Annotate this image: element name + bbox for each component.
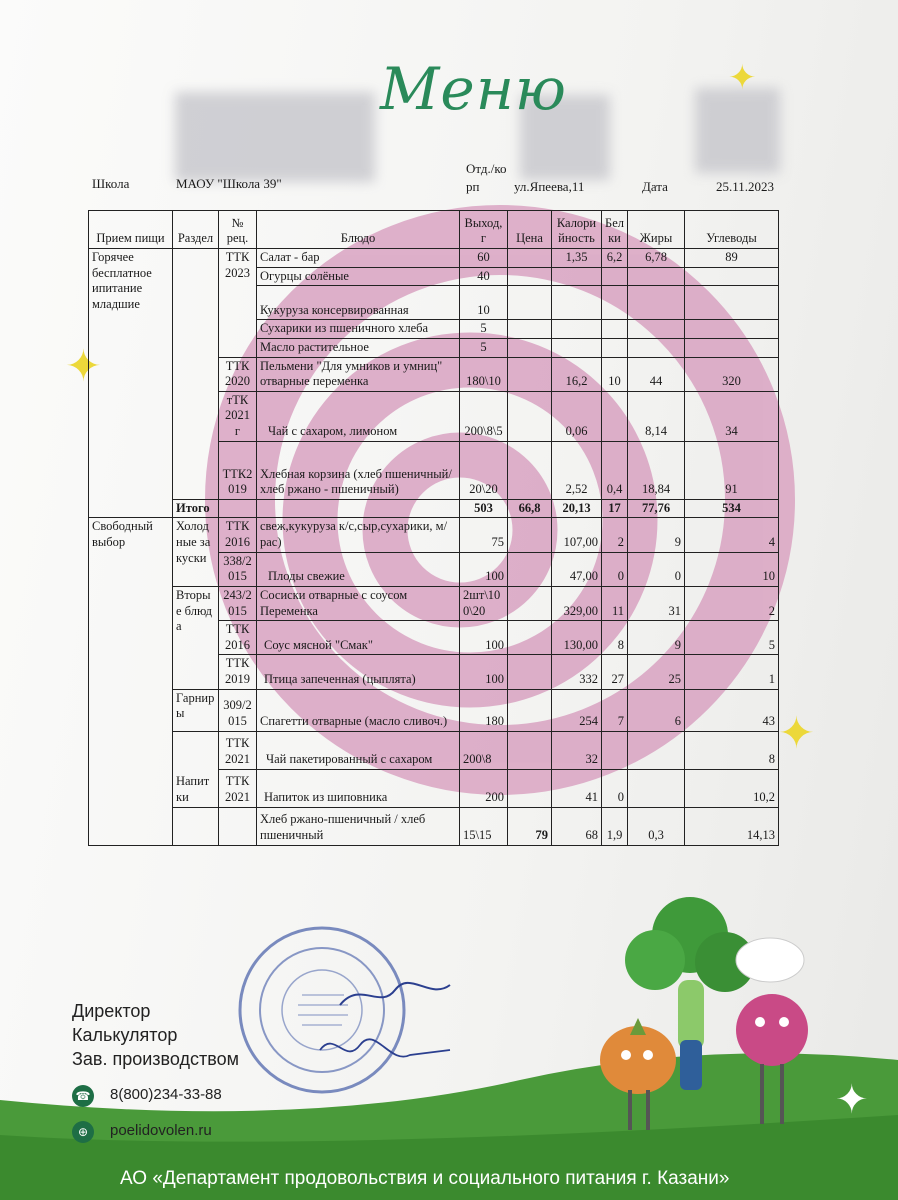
- carbs-cell: 91: [685, 441, 779, 499]
- dish-cell: [257, 621, 460, 655]
- recipe-cell: ТТК 2016: [219, 621, 257, 655]
- price-cell: [508, 518, 552, 552]
- dish-cell: [257, 731, 460, 769]
- protein-cell: 7: [602, 689, 628, 731]
- dish-name: Птица запеченная (цыплята): [264, 672, 416, 686]
- dish-name: Соус мясной "Смак": [264, 637, 373, 652]
- recipe-cell: 338/2 015: [219, 552, 257, 586]
- yield-cell: 5: [460, 320, 508, 339]
- yield-cell: 20\20: [460, 441, 508, 499]
- price-cell: 79: [508, 807, 552, 845]
- yield-cell: 100: [460, 655, 508, 689]
- dish-cell: Хлебная корзина (хлеб пшеничный/хлеб ржано - пшеничный): [257, 441, 460, 499]
- table-row: [89, 807, 779, 845]
- yield-cell: 2шт\10 0\20: [460, 586, 508, 620]
- calories-cell: 254: [552, 689, 602, 731]
- dish-name: Плоды свежие: [268, 569, 345, 584]
- yield-cell: 15\15: [460, 807, 508, 845]
- col-calories: Калорийность: [552, 211, 602, 249]
- recipe-cell: ТТК 2021: [219, 769, 257, 807]
- dish-name: Напиток из шиповника: [264, 790, 388, 804]
- total-calories: 20,13: [552, 499, 602, 518]
- price-cell: [508, 357, 552, 391]
- protein-cell: [602, 391, 628, 441]
- col-recipe: № рец.: [219, 211, 257, 249]
- table-row: [89, 586, 779, 620]
- total-price: 66,8: [508, 499, 552, 518]
- fat-cell: 8,14: [628, 391, 685, 441]
- total-protein: 17: [602, 499, 628, 518]
- price-cell: [508, 586, 552, 620]
- col-meal: Прием пищи: [89, 211, 173, 249]
- school-label: Школа: [92, 176, 130, 191]
- col-protein: Белки: [602, 211, 628, 249]
- calories-cell: 107,00: [552, 518, 602, 552]
- phone-number: 8(800)234-33-88: [110, 1086, 222, 1103]
- price-cell: [508, 621, 552, 655]
- price-cell: [508, 391, 552, 441]
- col-dish: Блюдо: [257, 211, 460, 249]
- section-cell-cold: Холодные закуски: [173, 518, 219, 587]
- recipe-cell: тТК 2021 г: [219, 391, 257, 441]
- carbs-cell: 5: [685, 621, 779, 655]
- calories-cell: 0,06: [552, 391, 602, 441]
- protein-cell: 0: [602, 552, 628, 586]
- col-price: Цена: [508, 211, 552, 249]
- calories-cell: 68: [552, 807, 602, 845]
- recipe-cell: ТТК 2020: [219, 357, 257, 391]
- carbs-cell: 10,2: [685, 769, 779, 807]
- total-yield: 503: [460, 499, 508, 518]
- recipe-cell: ТТК 2019: [219, 655, 257, 689]
- protein-cell: 11: [602, 586, 628, 620]
- fat-cell: [628, 769, 685, 807]
- section-cell-hot: [173, 249, 219, 500]
- carbs-cell: 1: [685, 655, 779, 689]
- protein-cell: 0,4: [602, 441, 628, 499]
- yield-cell: 180\10: [460, 357, 508, 391]
- protein-cell: 6,2: [602, 249, 628, 268]
- fat-cell: [628, 731, 685, 769]
- signature: [300, 970, 480, 1080]
- dish-cell: [257, 655, 460, 689]
- sparkle-icon: ✦: [65, 342, 102, 391]
- section-cell-drinks: Напитки: [173, 731, 219, 807]
- calories-cell: 16,2: [552, 357, 602, 391]
- price-cell: [508, 731, 552, 769]
- price-cell: [508, 689, 552, 731]
- table-row: [89, 249, 779, 268]
- price-cell: [508, 441, 552, 499]
- table-row: [89, 731, 779, 769]
- dish-cell: [257, 552, 460, 586]
- vegetable-mascots-illustration: [560, 890, 860, 1150]
- dish-cell: Сосиски отварные с соусом Переменка: [257, 586, 460, 620]
- fat-cell: 0,3: [628, 807, 685, 845]
- carbs-cell: 43: [685, 689, 779, 731]
- sparkle-icon: ✦: [835, 1077, 869, 1122]
- dish-cell: Огурцы солёные: [257, 267, 460, 286]
- fat-cell: 9: [628, 621, 685, 655]
- dish-cell: Кукуруза консервированная: [257, 286, 460, 320]
- yield-cell: 180: [460, 689, 508, 731]
- carbs-cell: 10: [685, 552, 779, 586]
- dish-cell: Спагетти отварные (масло сливоч.): [257, 689, 460, 731]
- col-yield: Выход, г: [460, 211, 508, 249]
- calories-cell: 2,52: [552, 441, 602, 499]
- director-label: Директор: [72, 1001, 151, 1021]
- table-row: [89, 689, 779, 731]
- dish-cell: [257, 769, 460, 807]
- table-header-row: [89, 211, 779, 249]
- dish-cell: Салат - бар: [257, 249, 460, 268]
- globe-icon: ⊕: [72, 1121, 94, 1143]
- fat-cell: 18,84: [628, 441, 685, 499]
- total-carbs: 534: [685, 499, 779, 518]
- calories-cell: 130,00: [552, 621, 602, 655]
- dish-cell: свеж,кукуруза к/с,сыр,сухарики, м/рас): [257, 518, 460, 552]
- col-carbs: Углеводы: [685, 211, 779, 249]
- sparkle-icon: ✦: [728, 60, 757, 97]
- protein-cell: 1,9: [602, 807, 628, 845]
- section-cell-empty: [173, 807, 219, 845]
- dept-label: Отд./корп: [466, 161, 507, 194]
- fat-cell: 6,78: [628, 249, 685, 268]
- price-cell: [508, 769, 552, 807]
- col-fat: Жиры: [628, 211, 685, 249]
- beet-chef-mascot: [736, 938, 808, 1124]
- yield-cell: 100: [460, 621, 508, 655]
- recipe-cell: ТТК 2021: [219, 731, 257, 769]
- dish-cell: Хлеб ржано-пшеничный / хлеб пшеничный: [257, 807, 460, 845]
- yield-cell: 200: [460, 769, 508, 807]
- carbs-cell: 14,13: [685, 807, 779, 845]
- protein-cell: 0: [602, 769, 628, 807]
- fat-cell: 25: [628, 655, 685, 689]
- dish-cell: Сухарики из пшеничного хлеба: [257, 320, 460, 339]
- yield-cell: 10: [460, 286, 508, 320]
- total-row: [89, 499, 779, 518]
- onion-mascot: [600, 1018, 676, 1130]
- calories-cell: 1,35: [552, 249, 602, 268]
- recipe-cell: 243/2 015: [219, 586, 257, 620]
- carbs-cell: 4: [685, 518, 779, 552]
- table-row: [89, 518, 779, 552]
- section-cell-garnish: Гарниры: [173, 689, 219, 731]
- page-title: Меню: [380, 55, 567, 123]
- calculator-label: Калькулятор: [72, 1025, 178, 1045]
- production-label: Зав. производством: [72, 1049, 239, 1069]
- carbs-cell: 8: [685, 731, 779, 769]
- yield-cell: 75: [460, 518, 508, 552]
- carbs-cell: 2: [685, 586, 779, 620]
- recipe-cell: ТТК 2023: [219, 249, 257, 358]
- price-cell: [508, 249, 552, 268]
- redacted-banner-far-right: [695, 88, 780, 173]
- dish-name: Чай с сахаром, лимоном: [268, 424, 398, 439]
- calories-cell: 332: [552, 655, 602, 689]
- dish-cell: Масло растительное: [257, 338, 460, 357]
- address: ул.Япеева,11: [514, 179, 585, 194]
- school-value: МАОУ "Школа 39": [176, 176, 282, 191]
- meal-cell-hot: Горячее бесплатное ипитание младшие: [89, 249, 173, 518]
- protein-cell: 2: [602, 518, 628, 552]
- website: poelidovolen.ru: [110, 1122, 212, 1139]
- menu-table: [88, 210, 779, 846]
- dish-cell: [257, 391, 460, 441]
- redacted-banner-left: [175, 92, 375, 182]
- yield-cell: 5: [460, 338, 508, 357]
- sparkle-icon: ✦: [778, 709, 815, 758]
- protein-cell: 8: [602, 621, 628, 655]
- date-label: Дата: [642, 179, 668, 194]
- dish-cell: Пельмени "Для умников и умниц" отварные переменка: [257, 357, 460, 391]
- carbs-cell: 320: [685, 357, 779, 391]
- calories-cell: 329,00: [552, 586, 602, 620]
- price-cell: [508, 655, 552, 689]
- recipe-cell: ТТК2 019: [219, 441, 257, 499]
- recipe-cell: 309/2 015: [219, 689, 257, 731]
- meal-cell-free: Свободный выбор: [89, 518, 173, 845]
- carbs-cell: 34: [685, 391, 779, 441]
- protein-cell: 27: [602, 655, 628, 689]
- fat-cell: 44: [628, 357, 685, 391]
- recipe-cell: [219, 807, 257, 845]
- fat-cell: 0: [628, 552, 685, 586]
- fat-cell: 6: [628, 689, 685, 731]
- calories-cell: 47,00: [552, 552, 602, 586]
- total-label: Итого: [173, 499, 219, 518]
- protein-cell: [602, 731, 628, 769]
- dish-name: Чай пакетированный с сахаром: [266, 752, 433, 766]
- yield-cell: 200\8\5: [460, 391, 508, 441]
- yield-cell: 60: [460, 249, 508, 268]
- price-cell: [508, 552, 552, 586]
- recipe-cell: ТТК 2016: [219, 518, 257, 552]
- yield-cell: 40: [460, 267, 508, 286]
- total-fat: 77,76: [628, 499, 685, 518]
- section-cell-second: Вторые блюда: [173, 586, 219, 689]
- phone-icon: ☎: [72, 1085, 94, 1107]
- yield-cell: 100: [460, 552, 508, 586]
- carbs-cell: 89: [685, 249, 779, 268]
- col-section: Раздел: [173, 211, 219, 249]
- yield-cell: 200\8: [460, 731, 508, 769]
- organization-name: АО «Департамент продовольствия и социального питания г. Казани»: [120, 1168, 730, 1189]
- date-value: 25.11.2023: [716, 179, 775, 194]
- protein-cell: 10: [602, 357, 628, 391]
- calories-cell: 41: [552, 769, 602, 807]
- fat-cell: 9: [628, 518, 685, 552]
- calories-cell: 32: [552, 731, 602, 769]
- fat-cell: 31: [628, 586, 685, 620]
